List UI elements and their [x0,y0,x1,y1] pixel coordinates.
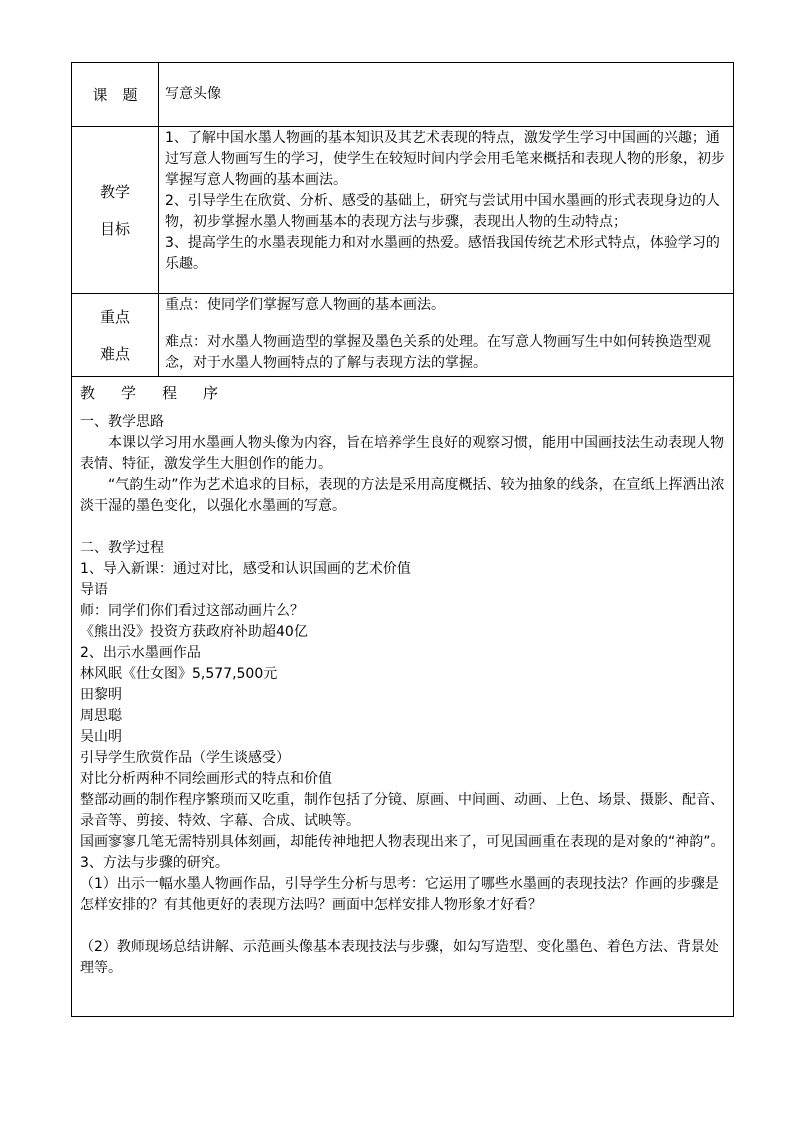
section-2-title: 二、教学过程 [80,540,164,556]
key-points-label: 重点 难点 [72,294,159,376]
section-1-para-2: “气韵生动”作为艺术追求的目标，表现的方法是采用高度概括、较为抽象的线条，在宣纸上挥洒出浓淡干湿的墨色变化，以强化水墨画的写意。 [80,477,725,514]
step-line: 对比分析两种不同绘画形式的特点和价值 [80,771,332,787]
key-points-content [159,294,733,376]
difficult-point: 难点：对水墨人物画造型的掌握及墨色关系的处理。在写意人物画写生中如何转换造型观念，对于水墨人物画特点的了解与表现方法的掌握。 [165,334,711,371]
key-point: 重点：使同学们掌握写意人物画的基本画法。 [165,297,445,313]
step-line: 2、出示水墨画作品 [80,645,201,661]
key-points-row [72,294,733,377]
goal-3: 3、提高学生的水墨表现能力和对水墨画的热爱。感悟我国传统艺术形式特点，体验学习的乐趣。 [165,235,720,272]
procedure-row [72,377,733,1016]
goal-1: 1、了解中国水墨人物画的基本知识及其艺术表现的特点，激发学生学习中国画的兴趣；通过写意人物画写生的学习，使学生在较短时间内学会用毛笔来概括和表现人物的形象，初步掌握写意人物画的基本画法。 [165,130,725,188]
step-line: 国画寥寥几笔无需特别具体刻画，却能传神地把人物表现出来了，可见国画重在表现的是对象的“神韵”。 [80,834,725,850]
step-line: 1、导入新课：通过对比，感受和认识国画的艺术价值 [80,561,411,577]
lesson-plan-table [71,62,734,1017]
subject-row [72,63,733,127]
subject-value: 写意头像 [165,86,221,102]
procedure-content [72,377,733,979]
step-line: 引导学生欣赏作品（学生谈感受） [80,750,290,766]
step-line: 《熊出没》投资方获政府补助超40亿 [80,624,308,640]
step-line: 3、方法与步骤的研究。 [80,855,229,871]
step-line: 师：同学们你们看过这部动画片么？ [80,603,304,619]
step-line: 导语 [80,582,108,598]
step-line-last: （2）教师现场总结讲解、示范画头像基本表现技法与步骤，如勾写造型、变化墨色、着色方法、背景处理等。 [80,939,719,976]
step-line: （1）出示一幅水墨人物画作品，引导学生分析与思考：它运用了哪些水墨画的表现技法？作画的步骤是怎样安排的？有其他更好的表现方法吗？画面中怎样安排人物形象才好看？ [80,876,719,913]
goals-content [159,127,733,293]
section-1-para-1: 本课以学习用水墨画人物头像为内容，旨在培养学生良好的观察习惯，能用中国画技法生动表现人物表情、特征，激发学生大胆创作的能力。 [80,435,724,472]
step-line: 吴山明 [80,729,122,745]
section-1-title: 一、教学思路 [80,414,164,430]
step-line: 周思聪 [80,708,122,724]
step-line: 林风眠《仕女图》5,577,500元 [80,666,278,682]
procedure-heading: 教 学 程 序 [80,384,219,402]
goals-label: 教学 目标 [72,127,159,293]
goal-2: 2、引导学生在欣赏、分析、感受的基础上，研究与尝试用中国水墨画的形式表现身边的人物，初步掌握水墨人物画基本的表现方法与步骤，表现出人物的生动特点； [165,193,720,230]
step-line: 田黎明 [80,687,122,703]
subject-label: 课 题 [72,63,159,126]
step-line: 整部动画的制作程序繁琐而又吃重，制作包括了分镜、原画、中间画、动画、上色、场景、摄影、配音、录音等、剪接、特效、字幕、合成、试映等。 [80,792,724,829]
goals-row [72,127,733,294]
